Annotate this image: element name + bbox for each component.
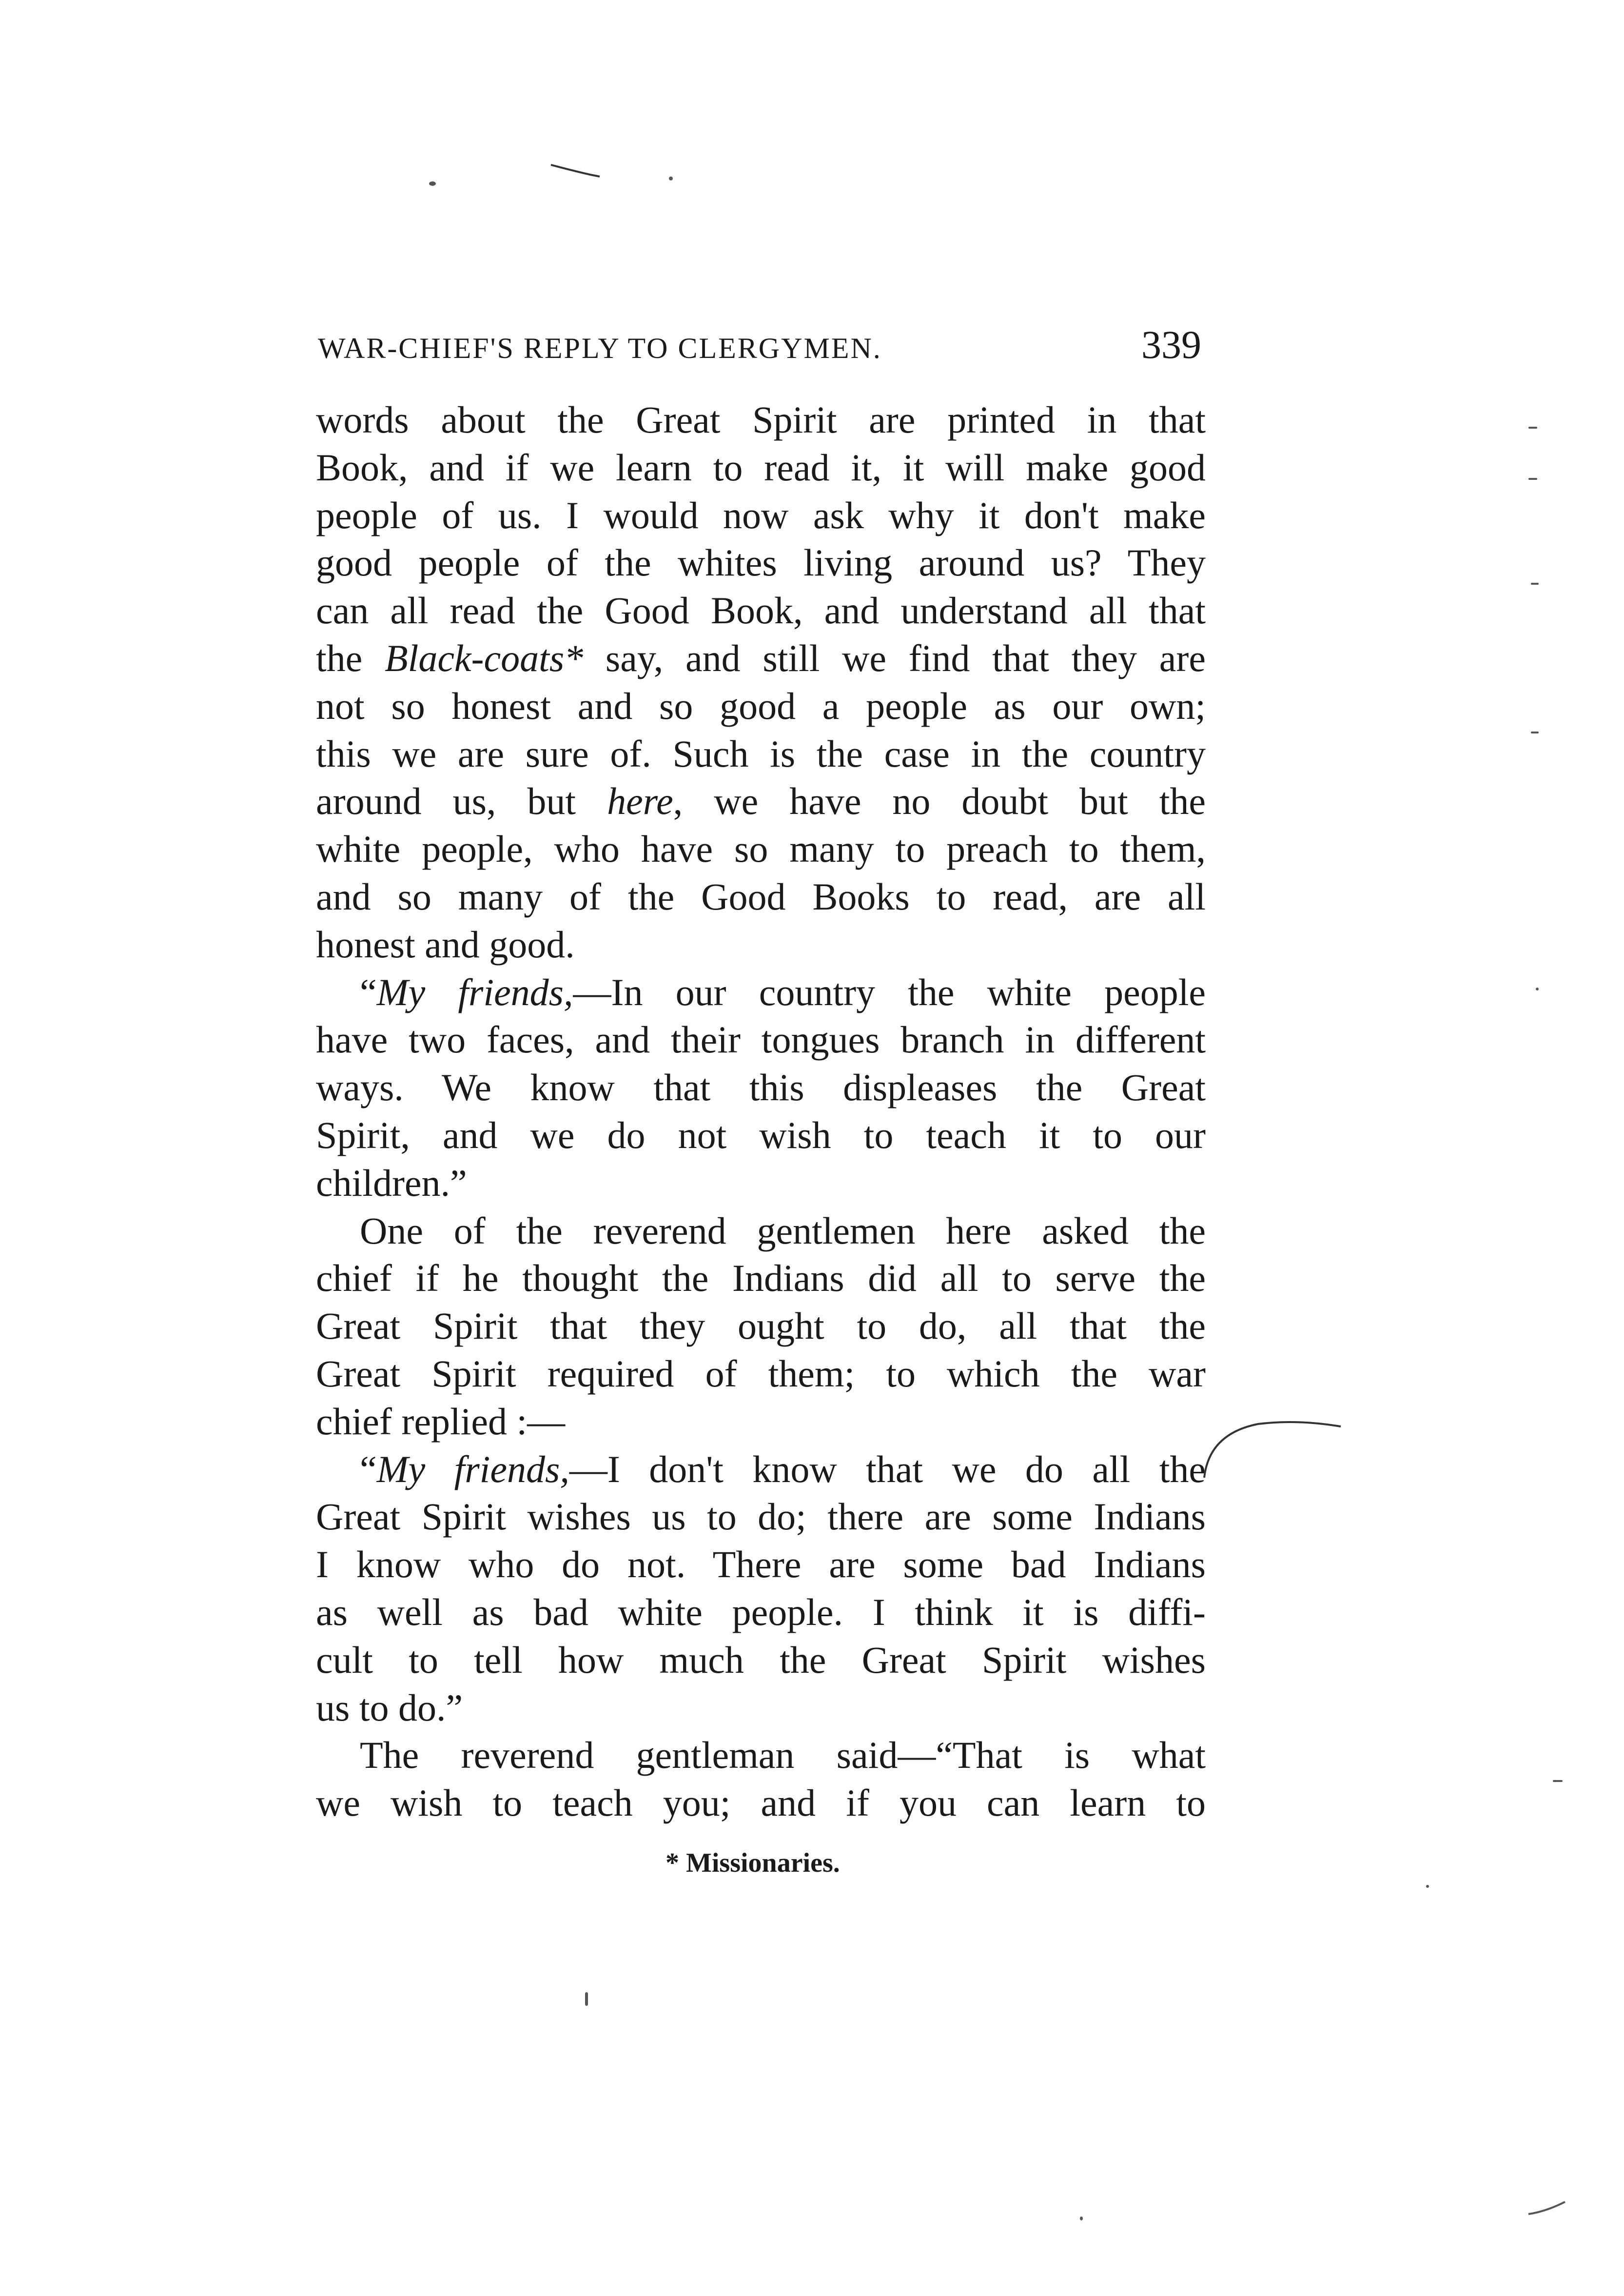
text-line: [316, 1493, 1206, 1541]
line-text-pre: the: [316, 636, 385, 679]
text-line: [316, 444, 1206, 492]
text-line: [316, 539, 1206, 587]
line-text: white people, who have so many to preach to them,: [316, 828, 1206, 871]
text-line: [316, 1636, 1206, 1684]
text-line: [316, 682, 1206, 730]
text-line: [316, 777, 1206, 825]
text-line: [316, 1588, 1206, 1636]
scan-speck: [1553, 1780, 1563, 1782]
line-text: The reverend gentleman said—“That is what: [360, 1734, 1206, 1777]
running-head: WAR-CHIEF'S REPLY TO CLERGYMEN.: [318, 332, 882, 364]
text-line: [316, 873, 1206, 921]
text-line: [316, 921, 1206, 969]
scan-speck: [585, 1992, 588, 2006]
line-text: words about the Great Spirit are printed in that: [316, 398, 1206, 441]
line-text-post: , we have no doubt but the: [673, 780, 1206, 823]
scan-speck: [1531, 732, 1539, 733]
line-text: ways. We know that this displeases the Great: [316, 1066, 1206, 1109]
body-text: [316, 396, 1206, 1827]
scan-speck: [1080, 2217, 1083, 2220]
pencil-mark: [548, 156, 607, 185]
italic-phrase: here: [607, 780, 673, 823]
line-text: have two faces, and their tongues branch in different: [316, 1018, 1206, 1061]
line-text: Great Spirit required of them; to which the war: [316, 1352, 1206, 1395]
line-text: us to do.”: [316, 1686, 463, 1729]
line-text: chief replied :—: [316, 1400, 566, 1443]
scan-mark: [1526, 2195, 1570, 2219]
scan-speck: [1528, 427, 1537, 429]
line-text: Great Spirit wishes us to do; there are some Indians: [316, 1495, 1206, 1538]
line-text: One of the reverend gentlemen here asked the: [360, 1209, 1206, 1252]
italic-phrase: My friends,: [376, 970, 573, 1013]
text-line: [316, 1541, 1206, 1588]
text-line: [316, 1302, 1206, 1350]
line-text: we wish to teach you; and if you can learn to: [316, 1781, 1206, 1824]
italic-phrase: My friends,: [376, 1447, 569, 1490]
text-line: [316, 492, 1206, 539]
line-text-pre: “: [360, 1447, 377, 1490]
line-text: cult to tell how much the Great Spirit wishes: [316, 1638, 1206, 1681]
line-text: children.”: [316, 1161, 467, 1204]
footnote: * Missionaries.: [665, 1848, 840, 1878]
line-text-pre: “: [360, 970, 377, 1013]
text-line: [316, 396, 1206, 444]
scan-speck: [1426, 1885, 1429, 1888]
line-text: Spirit, and we do not wish to teach it to our: [316, 1113, 1206, 1156]
line-text: and so many of the Good Books to read, are all: [316, 875, 1206, 918]
line-text-post: —In our country the white people: [573, 970, 1206, 1013]
pencil-mark: [1199, 1405, 1346, 1483]
text-line: [316, 1254, 1206, 1302]
text-line: [316, 587, 1206, 634]
text-line: [316, 825, 1206, 873]
line-text: I know who do not. There are some bad Indians: [316, 1543, 1206, 1586]
scan-speck: [429, 181, 436, 186]
page-header: [318, 318, 1201, 372]
text-line: [316, 1207, 1206, 1255]
scan-speck: [669, 177, 673, 180]
scan-speck: [1536, 988, 1539, 990]
line-text-post: —I don't know that we do all the: [569, 1447, 1206, 1490]
line-text: not so honest and so good a people as our own;: [316, 684, 1206, 727]
line-text: people of us. I would now ask why it don't make: [316, 494, 1206, 536]
text-line: [316, 730, 1206, 778]
text-line: [316, 1064, 1206, 1111]
page-number: 339: [1141, 322, 1201, 367]
italic-phrase: Black-coats*: [385, 636, 584, 679]
text-line: [316, 1731, 1206, 1779]
scan-speck: [1528, 478, 1537, 480]
text-line: [316, 1016, 1206, 1064]
line-text: this we are sure of. Such is the case in the country: [316, 732, 1206, 775]
scan-speck: [1531, 583, 1539, 585]
line-text: honest and good.: [316, 923, 575, 966]
line-text: as well as bad white people. I think it is diffi-: [316, 1590, 1206, 1633]
text-line: [316, 1398, 1206, 1445]
text-line: [316, 1350, 1206, 1398]
line-text: chief if he thought the Indians did all to serve the: [316, 1257, 1206, 1300]
text-line: [316, 1159, 1206, 1207]
line-text: good people of the whites living around us? They: [316, 541, 1206, 584]
line-text: Book, and if we learn to read it, it will make good: [316, 446, 1206, 489]
line-text: Great Spirit that they ought to do, all that the: [316, 1305, 1206, 1347]
text-line: [316, 1779, 1206, 1827]
text-line: [316, 634, 1206, 682]
text-line: [316, 1445, 1206, 1493]
line-text-post: say, and still we find that they are: [583, 636, 1206, 679]
text-line: [316, 969, 1206, 1016]
line-text-pre: around us, but: [316, 780, 607, 823]
text-line: [316, 1111, 1206, 1159]
line-text: can all read the Good Book, and understand all that: [316, 589, 1206, 632]
text-line: [316, 1684, 1206, 1732]
